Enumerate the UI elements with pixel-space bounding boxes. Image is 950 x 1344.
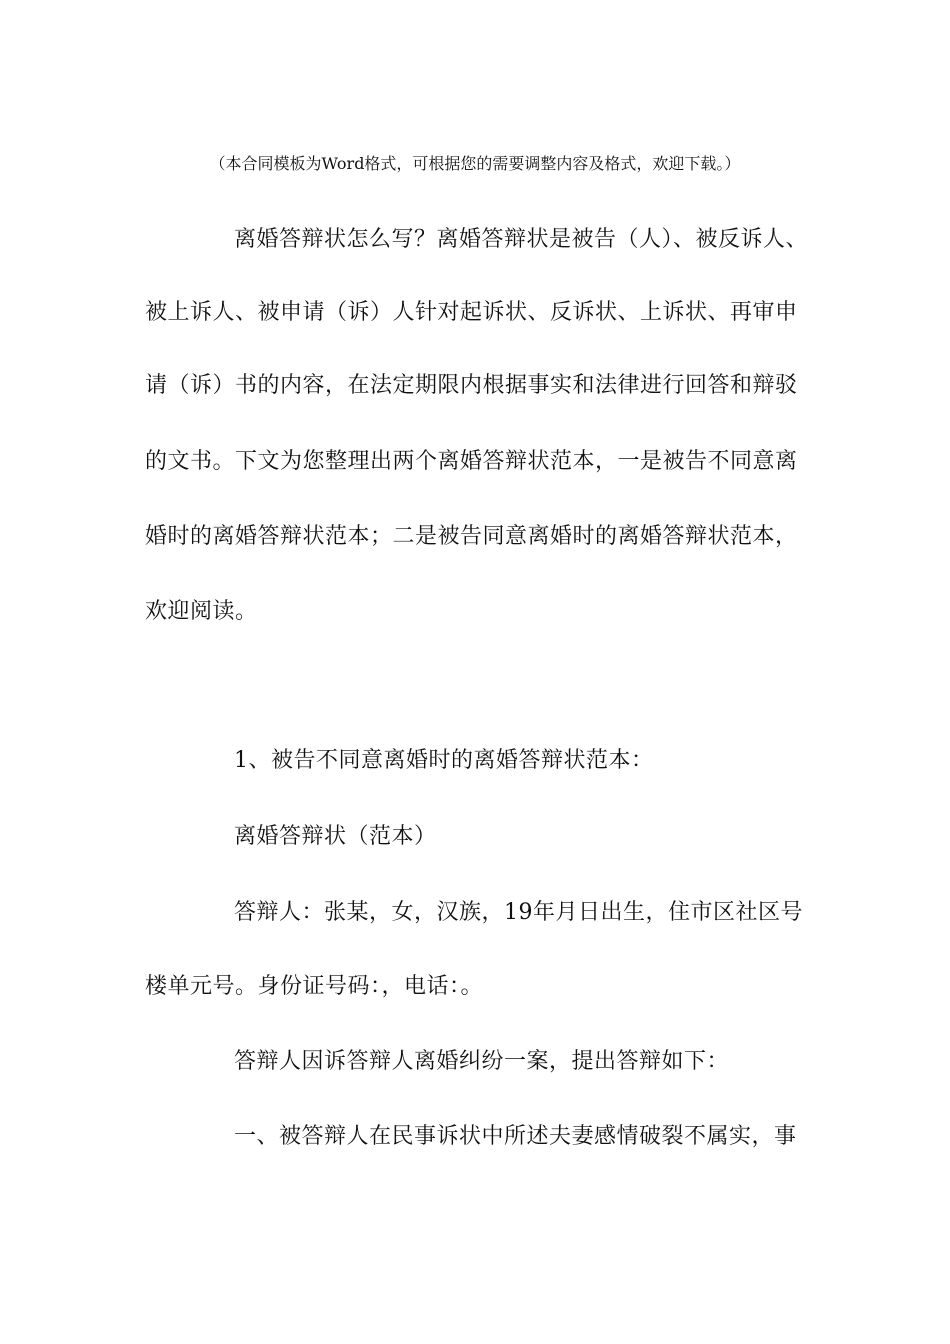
template-notice: （本合同模板为Word格式，可根据您的需要调整内容及格式，欢迎下载。）: [209, 154, 741, 173]
intro-line: 离婚答辩状怎么写？离婚答辩状是被告（人）、被反诉人、: [234, 227, 809, 252]
intro-line: 婚时的离婚答辩状范本；二是被告同意离婚时的离婚答辩状范本，: [145, 524, 798, 549]
intro-line: 欢迎阅读。: [145, 599, 258, 624]
intro-line: 请（诉）书的内容，在法定期限内根据事实和法律进行回答和辩驳: [145, 373, 798, 398]
point-line: 一、被答辩人在民事诉状中所述夫妻感情破裂不属实，事: [234, 1124, 797, 1149]
intro-line: 的文书。下文为您整理出两个离婚答辩状范本，一是被告不同意离: [145, 449, 798, 474]
document-title: 离婚答辩状（范本）: [234, 824, 437, 849]
section-heading: 1、被告不同意离婚时的离婚答辩状范本：: [234, 748, 654, 773]
respondent-line: 楼单元号。身份证号码：，电话：。: [145, 974, 484, 999]
statement-line: 答辩人因诉答辩人离婚纠纷一案，提出答辩如下：: [234, 1049, 730, 1074]
intro-line: 被上诉人、被申请（诉）人针对起诉状、反诉状、上诉状、再审申: [145, 300, 798, 325]
respondent-line: 答辩人：张某，女，汉族，19年月日出生，住市区社区号: [234, 900, 803, 925]
